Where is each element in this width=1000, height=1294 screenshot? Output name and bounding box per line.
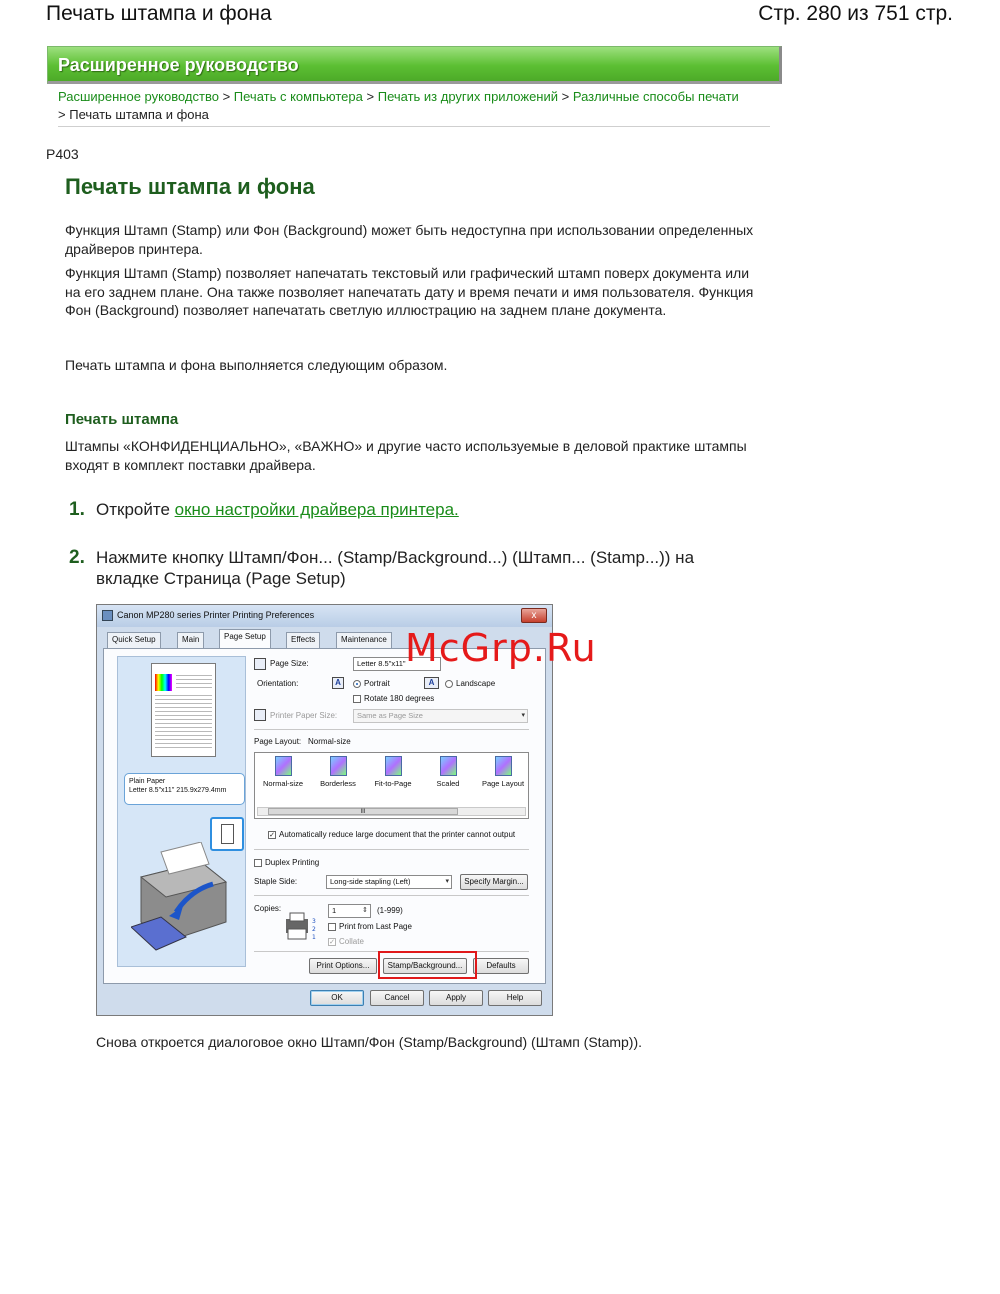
ok-button[interactable]: OK [310, 990, 364, 1006]
dialog-title: Canon MP280 series Printer Printing Preferences [117, 610, 315, 620]
breadcrumb [58, 88, 770, 124]
breadcrumb-link[interactable]: Печать из других приложений [377, 89, 559, 104]
page-layout-icon [495, 756, 512, 776]
collate-label: Collate [339, 937, 364, 946]
page-title: Печать штампа и фона [65, 174, 315, 199]
print-from-last-label: Print from Last Page [339, 922, 412, 931]
svg-text:1: 1 [312, 934, 316, 941]
tab-quick-setup[interactable]: Quick Setup [107, 632, 161, 648]
page-counter: Стр. 280 из 751 стр. [758, 2, 953, 25]
close-button[interactable]: x [521, 608, 547, 623]
breadcrumb-separator: > [366, 89, 375, 104]
caption: Снова откроется диалоговое окно Штамп/Фон (Stamp/Background) (Штамп (Stamp)). [96, 1034, 643, 1050]
printer-paper-size-label: Printer Paper Size: [270, 711, 338, 720]
breadcrumb-separator: > [222, 89, 231, 104]
copies-value: 1 [332, 906, 337, 915]
divider [254, 895, 529, 896]
orientation-label: Orientation: [257, 679, 299, 688]
page-layout-value: Normal-size [308, 737, 351, 746]
printer-paper-size-value: Same as Page Size [357, 711, 423, 720]
banner-title: Расширенное руководство [58, 55, 299, 75]
tab-effects[interactable]: Effects [286, 632, 320, 648]
page-code: P403 [46, 146, 79, 162]
media-type: Plain Paper [129, 778, 166, 785]
print-options-button[interactable]: Print Options... [309, 958, 377, 974]
page-size-value: Letter 8.5"x11" [357, 659, 406, 668]
layout-scrollbar[interactable] [257, 807, 526, 816]
chevron-down-icon: ▾ [445, 878, 449, 885]
document-title: Печать штампа и фона [46, 2, 272, 25]
layout-scaled[interactable] [422, 756, 474, 788]
landscape-radio[interactable] [445, 680, 453, 688]
scrollbar-thumb[interactable]: III [268, 808, 458, 815]
paragraph: Функция Штамп (Stamp) позволяет напечатать текстовый или графический штамп поверх документа или на его заднем плане. Она также позволяет напечатать дату и время печати и имя пользователя. Функция Фон (Background) позволяет напечатать светлую иллюстрацию на заднем плане документа. [65, 265, 754, 318]
layout-fit-to-page[interactable] [367, 756, 419, 788]
divider [254, 849, 529, 850]
defaults-button[interactable]: Defaults [473, 958, 529, 974]
driver-settings-link[interactable]: окно настройки драйвера принтера. [174, 500, 459, 519]
printer-paper-icon [254, 709, 266, 721]
paper-info [124, 773, 245, 805]
divider [58, 126, 770, 127]
copies-icon [284, 911, 324, 943]
preview-panel [117, 656, 246, 967]
section-text: Штампы «КОНФИДЕНЦИАЛЬНО», «ВАЖНО» и другие часто используемые в деловой практике штампы входят в комплект поставки драйвера. [65, 438, 747, 473]
breadcrumb-link[interactable]: Печать с компьютера [233, 89, 363, 104]
paragraph: Функция Штамп (Stamp) или Фон (Background) может быть недоступна при использовании определенных драйверов принтера. [65, 222, 754, 257]
copies-input[interactable] [328, 904, 371, 918]
chevron-down-icon: ▾ [521, 712, 525, 719]
staple-side-value: Long-side stapling (Left) [330, 877, 411, 886]
paragraph: Печать штампа и фона выполняется следующим образом. [65, 357, 448, 373]
copies-range: (1-999) [377, 906, 403, 915]
fit-to-page-icon [385, 756, 402, 776]
breadcrumb-current: Печать штампа и фона [69, 107, 209, 122]
step-text-prefix: Откройте [96, 500, 175, 519]
layout-label: Borderless [320, 779, 356, 788]
step-number: 1. [69, 499, 85, 520]
cancel-button[interactable]: Cancel [370, 990, 424, 1006]
portrait-icon: A [332, 677, 344, 689]
duplex-checkbox[interactable] [254, 859, 262, 867]
section-banner [47, 46, 782, 84]
borderless-icon [330, 756, 347, 776]
step-number: 2. [69, 547, 85, 568]
rotate-label: Rotate 180 degrees [364, 694, 435, 703]
divider [254, 729, 529, 730]
section-title: Печать штампа [65, 411, 179, 428]
normal-size-icon [275, 756, 292, 776]
layout-borderless[interactable] [312, 756, 364, 788]
breadcrumb-link[interactable]: Расширенное руководство [58, 89, 219, 104]
portrait-radio[interactable] [353, 680, 361, 688]
step-text: Нажмите кнопку Штамп/Фон... (Stamp/Background...) (Штамп... (Stamp...)) на вкладке Страница (Page Setup) [96, 548, 695, 588]
staple-side-select[interactable] [326, 875, 452, 889]
scaled-icon [440, 756, 457, 776]
landscape-icon: A [424, 677, 439, 689]
portrait-label: Portrait [364, 679, 390, 688]
svg-text:2: 2 [312, 926, 316, 933]
layout-label: Scaled [436, 779, 460, 788]
page-setup-panel [103, 648, 546, 984]
layout-label: Fit-to-Page [374, 779, 412, 788]
stamp-background-button[interactable]: Stamp/Background... [383, 958, 467, 974]
breadcrumb-separator: > [58, 107, 66, 122]
dialog-titlebar [97, 605, 552, 627]
layout-page-layout[interactable] [477, 756, 529, 788]
duplex-label: Duplex Printing [265, 858, 320, 867]
page-size-label: Page Size: [270, 659, 309, 668]
print-from-last-checkbox[interactable] [328, 923, 336, 931]
printer-illustration-icon [131, 842, 231, 952]
collate-checkbox[interactable]: ✓ [329, 939, 335, 946]
page-layout-label: Page Layout: [254, 737, 302, 746]
tab-page-setup[interactable]: Page Setup [219, 629, 271, 649]
watermark: McGrp.Ru [405, 626, 597, 670]
layout-label: Normal-size [262, 779, 303, 788]
tab-maintenance[interactable]: Maintenance [336, 632, 392, 648]
help-button[interactable]: Help [488, 990, 542, 1006]
step-text [96, 499, 756, 520]
staple-side-label: Staple Side: [254, 877, 298, 886]
breadcrumb-link[interactable]: Различные способы печати [572, 89, 739, 104]
spinner-icon[interactable]: ⇕ [362, 907, 368, 914]
rotate-checkbox[interactable] [353, 695, 361, 703]
paper-size-info: Letter 8.5"x11" 215.9x279.4mm [129, 787, 227, 794]
page-layout-list [254, 752, 529, 819]
printer-paper-size-select[interactable] [353, 709, 528, 723]
landscape-label: Landscape [456, 679, 496, 688]
tab-main[interactable]: Main [177, 632, 204, 648]
specify-margin-button[interactable]: Specify Margin... [460, 874, 528, 890]
copies-label: Copies: [254, 904, 282, 913]
layout-label: Page Layout [481, 779, 525, 788]
svg-text:3: 3 [312, 918, 316, 925]
apply-button[interactable]: Apply [429, 990, 483, 1006]
auto-reduce-label: Automatically reduce large document that the printer cannot output [279, 830, 516, 839]
page-size-icon [254, 658, 266, 670]
preview-page [151, 663, 216, 757]
breadcrumb-separator: > [561, 89, 570, 104]
printer-icon [102, 610, 113, 621]
preview-graphic [155, 674, 172, 691]
highlight-frame [378, 951, 477, 979]
layout-normal-size[interactable] [257, 756, 309, 788]
auto-reduce-checkbox[interactable]: ✓ [269, 832, 275, 839]
